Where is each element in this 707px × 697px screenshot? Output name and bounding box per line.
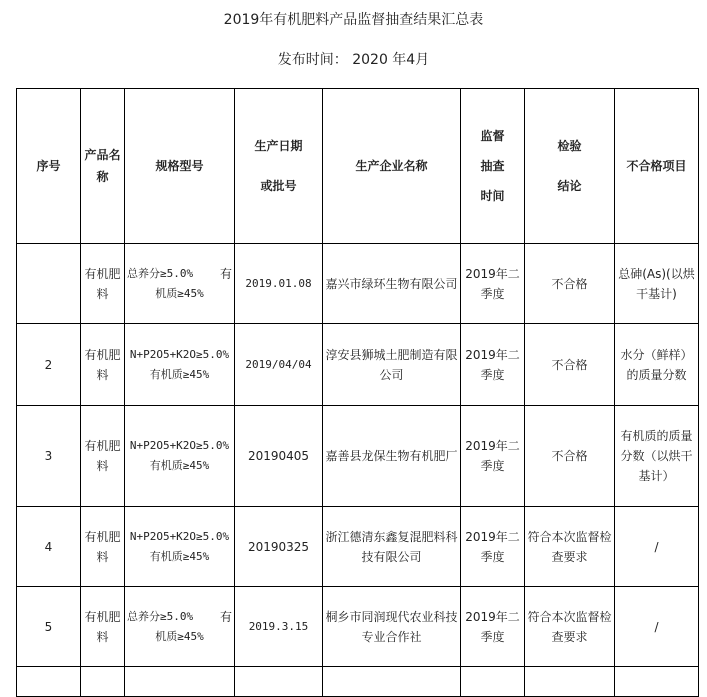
cell-empty [81,667,125,697]
header-index: 序号 [17,89,81,244]
cell-empty [461,667,525,697]
cell-product-name: 有机肥料 [81,324,125,406]
header-conclusion: 检验 结论 [525,89,615,244]
cell-empty [125,667,235,697]
cell-conclusion: 符合本次监督检查要求 [525,507,615,587]
cell-failed-items: 总砷(As)(以烘干基计) [615,244,699,324]
cell-inspection-time: 2019年二季度 [461,507,525,587]
cell-inspection-time: 2019年二季度 [461,244,525,324]
cell-company: 桐乡市同润现代农业科技专业合作社 [323,587,461,667]
cell-index: 4 [17,507,81,587]
cell-conclusion: 不合格 [525,406,615,507]
cell-index: 2 [17,324,81,406]
table-row-partial [17,667,699,697]
cell-product-name: 有机肥料 [81,507,125,587]
cell-production-date: 2019.01.08 [235,244,323,324]
cell-company: 浙江德清东鑫复混肥料科技有限公司 [323,507,461,587]
cell-empty [17,667,81,697]
table-row [17,324,699,406]
results-table [16,88,699,697]
cell-spec: N+P2O5+K2O≥5.0% 有机质≥45% [125,406,235,507]
table-row [17,507,699,587]
cell-inspection-time: 2019年二季度 [461,324,525,406]
table-header-row [17,89,699,244]
cell-production-date: 2019/04/04 [235,324,323,406]
header-product-name: 产品名 称 [81,89,125,244]
cell-spec: N+P2O5+K2O≥5.0% 有机质≥45% [125,324,235,406]
cell-empty [615,667,699,697]
header-failed-items: 不合格项目 [615,89,699,244]
cell-empty [525,667,615,697]
cell-empty [235,667,323,697]
cell-spec: 总养分≥5.0% 有 机质≥45% [125,587,235,667]
cell-product-name: 有机肥料 [81,244,125,324]
cell-company: 嘉兴市绿环生物有限公司 [323,244,461,324]
cell-company: 嘉善县龙保生物有机肥厂 [323,406,461,507]
publish-time: 发布时间： 2020 年4月 [277,52,430,68]
cell-index: 5 [17,587,81,667]
document-title: 2019年有机肥料产品监督抽查结果汇总表 [223,12,484,28]
cell-index: 3 [17,406,81,507]
table-row [17,244,699,324]
cell-failed-items: / [615,587,699,667]
cell-production-date: 2019.3.15 [235,587,323,667]
cell-conclusion: 不合格 [525,324,615,406]
table-row [17,587,699,667]
header-spec: 规格型号 [125,89,235,244]
cell-conclusion: 不合格 [525,244,615,324]
cell-company: 淳安县狮城土肥制造有限公司 [323,324,461,406]
cell-inspection-time: 2019年二季度 [461,406,525,507]
cell-inspection-time: 2019年二季度 [461,587,525,667]
cell-spec: N+P2O5+K2O≥5.0% 有机质≥45% [125,507,235,587]
cell-conclusion: 符合本次监督检查要求 [525,587,615,667]
header-company: 生产企业名称 [323,89,461,244]
cell-product-name: 有机肥料 [81,406,125,507]
cell-spec: 总养分≥5.0% 有 机质≥45% [125,244,235,324]
cell-failed-items: 水分（鲜样）的质量分数 [615,324,699,406]
cell-production-date: 20190325 [235,507,323,587]
header-production-date: 生产日期 或批号 [235,89,323,244]
cell-product-name: 有机肥料 [81,587,125,667]
table-row [17,406,699,507]
header-inspection-time: 监督 抽查 时间 [461,89,525,244]
cell-empty [323,667,461,697]
cell-index [17,244,81,324]
cell-production-date: 20190405 [235,406,323,507]
cell-failed-items: 有机质的质量分数（以烘干基计） [615,406,699,507]
cell-failed-items: / [615,507,699,587]
